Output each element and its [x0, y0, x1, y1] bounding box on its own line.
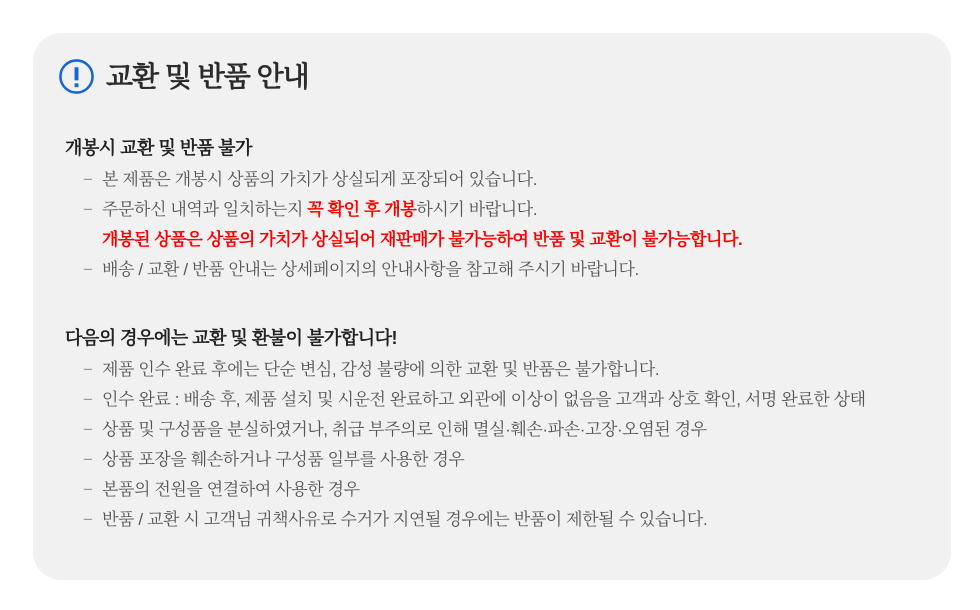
list-item-text: 본품의 전원을 연결하여 사용한 경우 — [102, 480, 360, 499]
dash-bullet: − — [83, 390, 93, 409]
list-item-text — [102, 195, 537, 225]
text-segment: 하시기 바랍니다. — [416, 200, 538, 219]
list-item — [33, 475, 951, 505]
section-no-refund-cases — [33, 323, 951, 535]
warning-text: 개봉된 상품은 상품의 가치가 상실되어 재판매가 불가능하여 반품 및 교환이 불가능합니다. — [102, 230, 743, 249]
list-item — [33, 165, 951, 195]
section-heading: 다음의 경우에는 교환 및 환불이 불가합니다! — [65, 328, 397, 348]
list-item — [33, 445, 951, 475]
page-title: 교환 및 반품 안내 — [106, 61, 309, 92]
list-item-text: 반품 / 교환 시 고객님 귀책사유로 수거가 지연될 경우에는 반품이 제한될 수 있습니다. — [102, 510, 708, 529]
section-heading: 개봉시 교환 및 반품 불가 — [65, 138, 252, 158]
list-item-text: 상품 포장을 훼손하거나 구성품 일부를 사용한 경우 — [102, 450, 465, 469]
dash-bullet: − — [83, 420, 93, 439]
dash-bullet: − — [83, 360, 93, 379]
page-header — [33, 33, 951, 95]
text-segment: 주문하신 내역과 일치하는지 — [102, 200, 308, 219]
dash-bullet: − — [83, 510, 93, 529]
dash-bullet: − — [83, 260, 93, 279]
list-item — [33, 385, 951, 415]
list-item — [33, 255, 951, 285]
list-item — [33, 355, 951, 385]
dash-bullet: − — [83, 200, 93, 219]
list-item — [33, 415, 951, 445]
dash-bullet: − — [83, 480, 93, 499]
list-item-text: 상품 및 구성품을 분실하였거나, 취급 부주의로 인해 멸실·훼손·파손·고장·오염된 경우 — [102, 420, 707, 439]
list-item — [33, 195, 951, 225]
dash-bullet: − — [83, 170, 93, 189]
list-item-text: 제품 인수 완료 후에는 단순 변심, 감성 불량에 의한 교환 및 반품은 불가합니다. — [102, 360, 660, 379]
section-no-open-returns — [33, 133, 951, 285]
list-item-warning — [33, 225, 951, 255]
return-policy-card — [33, 33, 951, 580]
list-item-text: 본 제품은 개봉시 상품의 가치가 상실되게 포장되어 있습니다. — [102, 170, 538, 189]
list-item-text: 배송 / 교환 / 반품 안내는 상세페이지의 안내사항을 참고해 주시기 바랍니다. — [102, 260, 639, 279]
dash-bullet: − — [83, 450, 93, 469]
list-item — [33, 505, 951, 535]
list-item-text: 인수 완료 : 배송 후, 제품 설치 및 시운전 완료하고 외관에 이상이 없음을 고객과 상호 확인, 서명 완료한 상태 — [102, 390, 866, 409]
alert-circle-icon — [58, 58, 95, 95]
text-segment-emphasis: 꼭 확인 후 개봉 — [307, 200, 417, 219]
